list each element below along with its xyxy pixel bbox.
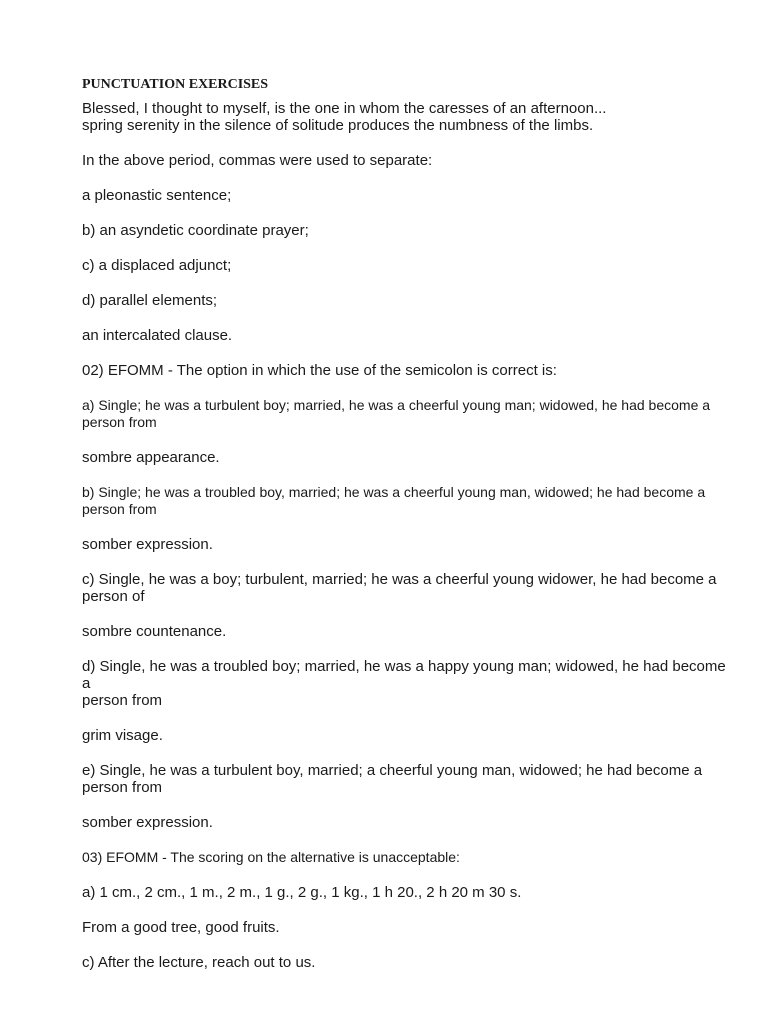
option-b [82, 222, 732, 239]
q02-option-b-continuation [82, 536, 732, 553]
q03-option-c [82, 954, 732, 971]
question-02-stem [82, 362, 732, 379]
text-line: e) Single, he was a turbulent boy, married; a cheerful young man, widowed; he had become a [82, 762, 703, 779]
q02-option-b [82, 484, 732, 518]
text-line: person from [82, 779, 163, 796]
text-line: 03) EFOMM - The scoring on the alternative is unacceptable: [82, 849, 460, 865]
q02-option-e [82, 762, 732, 796]
text-line: c) After the lecture, reach out to us. [82, 954, 316, 971]
document-title: PUNCTUATION EXERCISES [82, 77, 269, 92]
text-line: spring serenity in the silence of solitude produces the numbness of the limbs. [82, 117, 594, 134]
text-line: b) Single; he was a troubled boy, married; he was a cheerful young man, widowed; he had become a [82, 484, 706, 500]
text-line: 02) EFOMM - The option in which the use of the semicolon is correct is: [82, 362, 557, 379]
text-line: somber expression. [82, 536, 213, 553]
text-line: person of [82, 588, 145, 605]
text-line: b) an asyndetic coordinate prayer; [82, 222, 309, 239]
question-03-stem [82, 849, 732, 866]
option-a [82, 187, 732, 204]
option-c [82, 257, 732, 274]
paragraph-intro [82, 100, 732, 134]
option-e [82, 327, 732, 344]
q02-option-d [82, 658, 732, 709]
option-d [82, 292, 732, 309]
text-line: Blessed, I thought to myself, is the one in whom the caresses of an afternoon... [82, 100, 607, 117]
text-line: somber expression. [82, 814, 213, 831]
text-line: person from [82, 414, 157, 430]
q03-option-a [82, 884, 732, 901]
q02-option-c-continuation [82, 623, 732, 640]
text-line: In the above period, commas were used to separate: [82, 152, 433, 169]
text-line: c) Single, he was a boy; turbulent, married; he was a cheerful young widower, he had become a [82, 571, 717, 588]
text-line: person from [82, 501, 157, 517]
text-line: a) 1 cm., 2 cm., 1 m., 2 m., 1 g., 2 g., 1 kg., 1 h 20., 2 h 20 m 30 s. [82, 884, 522, 901]
text-line: c) a displaced adjunct; [82, 257, 232, 274]
text-line: sombre countenance. [82, 623, 227, 640]
text-line: grim visage. [82, 727, 163, 744]
q02-option-a-continuation [82, 449, 732, 466]
q02-option-a [82, 397, 732, 431]
text-line: a) Single; he was a turbulent boy; married, he was a cheerful young man; widowed, he had become a [82, 397, 711, 413]
text-line: d) Single, he was a troubled boy; married, he was a happy young man; widowed, he had become a [82, 658, 726, 692]
text-line: From a good tree, good fruits. [82, 919, 280, 936]
question-stem [82, 152, 732, 169]
text-line: d) parallel elements; [82, 292, 218, 309]
q02-option-c [82, 571, 732, 605]
text-line: an intercalated clause. [82, 327, 233, 344]
text-line: sombre appearance. [82, 449, 220, 466]
document-page [82, 76, 732, 989]
text-line: a pleonastic sentence; [82, 187, 232, 204]
q02-option-e-continuation [82, 814, 732, 831]
text-line: person from [82, 692, 163, 709]
q03-option-b [82, 919, 732, 936]
q02-option-d-continuation [82, 727, 732, 744]
